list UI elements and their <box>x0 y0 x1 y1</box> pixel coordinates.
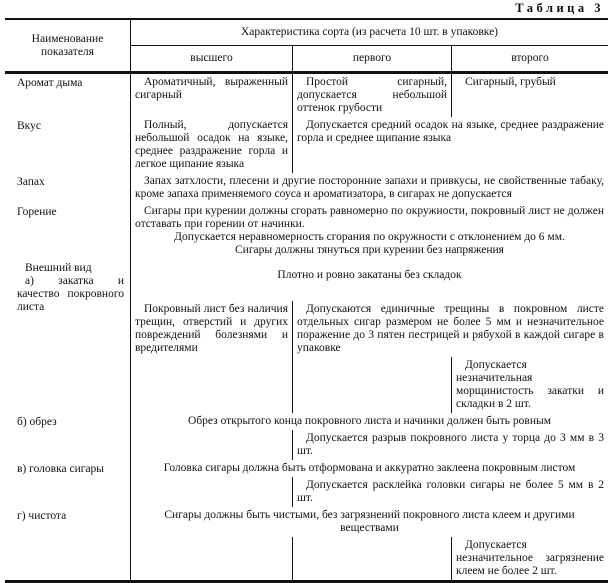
cell-aroma-second: Сигарный, грубый <box>465 76 556 88</box>
header-group-cell: Характеристика сорта (из расчета 10 шт. в упаковке) <box>131 20 608 46</box>
cell-taste-first-second: Допускается средний осадок на языке, среднее раздражение горла и среднее щипание языка <box>297 119 604 144</box>
header-grade-high: высшего <box>131 46 293 74</box>
row-appearance-label <box>5 259 131 413</box>
cell-smell-all: Запах затхлости, плесени и другие посторонние запахи и привкусы, не свойственные табаку, кроме запаха применяемого соуса и ароматизатора, в сигарах не допускается <box>135 175 604 200</box>
cell-cut-first-second: Допускается разрыв покровного листа у торца до 3 мм в 3 шт. <box>297 432 604 457</box>
cell-taste-high: Полный, допускается небольшой осадок на языке, среднее раздражение горла и легкое щипание языка <box>131 117 293 173</box>
cell-head-first-second: Допускается расклейка головки сигары не более 5 мм в 2 шт. <box>297 479 604 504</box>
cell-cleanliness-second-extra: Допускается незначительное загрязнение клеем не более 2 шт. <box>456 539 604 577</box>
empty-cell <box>131 357 293 413</box>
empty-cell <box>131 430 293 460</box>
burning-paragraph-2: Допускается неравномерность сгорания по окружности с отклонением до 6 мм. <box>174 231 565 243</box>
table-caption: Таблица 3 <box>515 1 604 15</box>
cell-head-all: Головка сигары должна быть отформована и аккуратно заклеена покровным листом <box>163 462 576 474</box>
cell-burning-all <box>131 203 608 259</box>
header-grade-first: первого <box>293 46 452 74</box>
cell-rolling-all: Плотно и ровно закатаны без складок <box>277 269 462 281</box>
cell-wrapper-first-second: Допускаются единичные трещины в покровном листе отдельных сигар размером не более 5 мм и незначительное поражение до 3 пятен пестрицей и рябухой в каждой сигаре в упаковке <box>297 303 604 354</box>
empty-cell <box>293 357 452 413</box>
cell-wrapper-high: Покровный лист без наличия трещин, отверстий и других повреждений болезнями и вредителями <box>131 301 293 357</box>
empty-cell <box>131 537 293 580</box>
row-cleanliness-label: г) чистота <box>5 507 131 580</box>
cell-cleanliness-all: Сигары должны быть чистыми, без загрязнений покровного листа клеем и другими веществами <box>164 509 575 534</box>
row-head-label: в) головка сигары <box>5 460 131 507</box>
header-grade-second: второго <box>452 46 608 74</box>
row-cut-label: б) обрез <box>5 413 131 460</box>
empty-cell <box>293 537 452 580</box>
empty-cell <box>131 477 293 507</box>
cell-aroma-first: Простой сигарный, допускается небольшой оттенок грубости <box>293 74 452 117</box>
appearance-label-main: Внешний вид <box>25 262 92 274</box>
appearance-label-sub: а) закатка и качество покровного листа <box>17 275 124 313</box>
header-name-cell: Наименование показателя <box>5 20 131 74</box>
row-smell-label: Запах <box>5 173 131 203</box>
cell-wrapper-second-extra: Допускается незначительная морщинистость закатки и складки в 2 шт. <box>456 359 604 410</box>
cell-cut-all: Обрез открытого конца покровного листа и начинки должен быть ровным <box>188 415 551 427</box>
row-taste-label: Вкус <box>5 117 131 173</box>
burning-paragraph-3: Сигары должны тянуться при курении без напряжения <box>235 244 504 256</box>
row-aroma-label: Аромат дыма <box>5 74 131 117</box>
row-burning-label: Горение <box>5 203 131 259</box>
burning-paragraph-1: Сигары при курении должны сгорать равномерно по окружности, покровный лист не должен отставать при горении от начинки. <box>135 205 604 230</box>
quality-table <box>5 18 608 583</box>
cell-aroma-high: Ароматичный, выраженный сигарный <box>131 74 293 117</box>
